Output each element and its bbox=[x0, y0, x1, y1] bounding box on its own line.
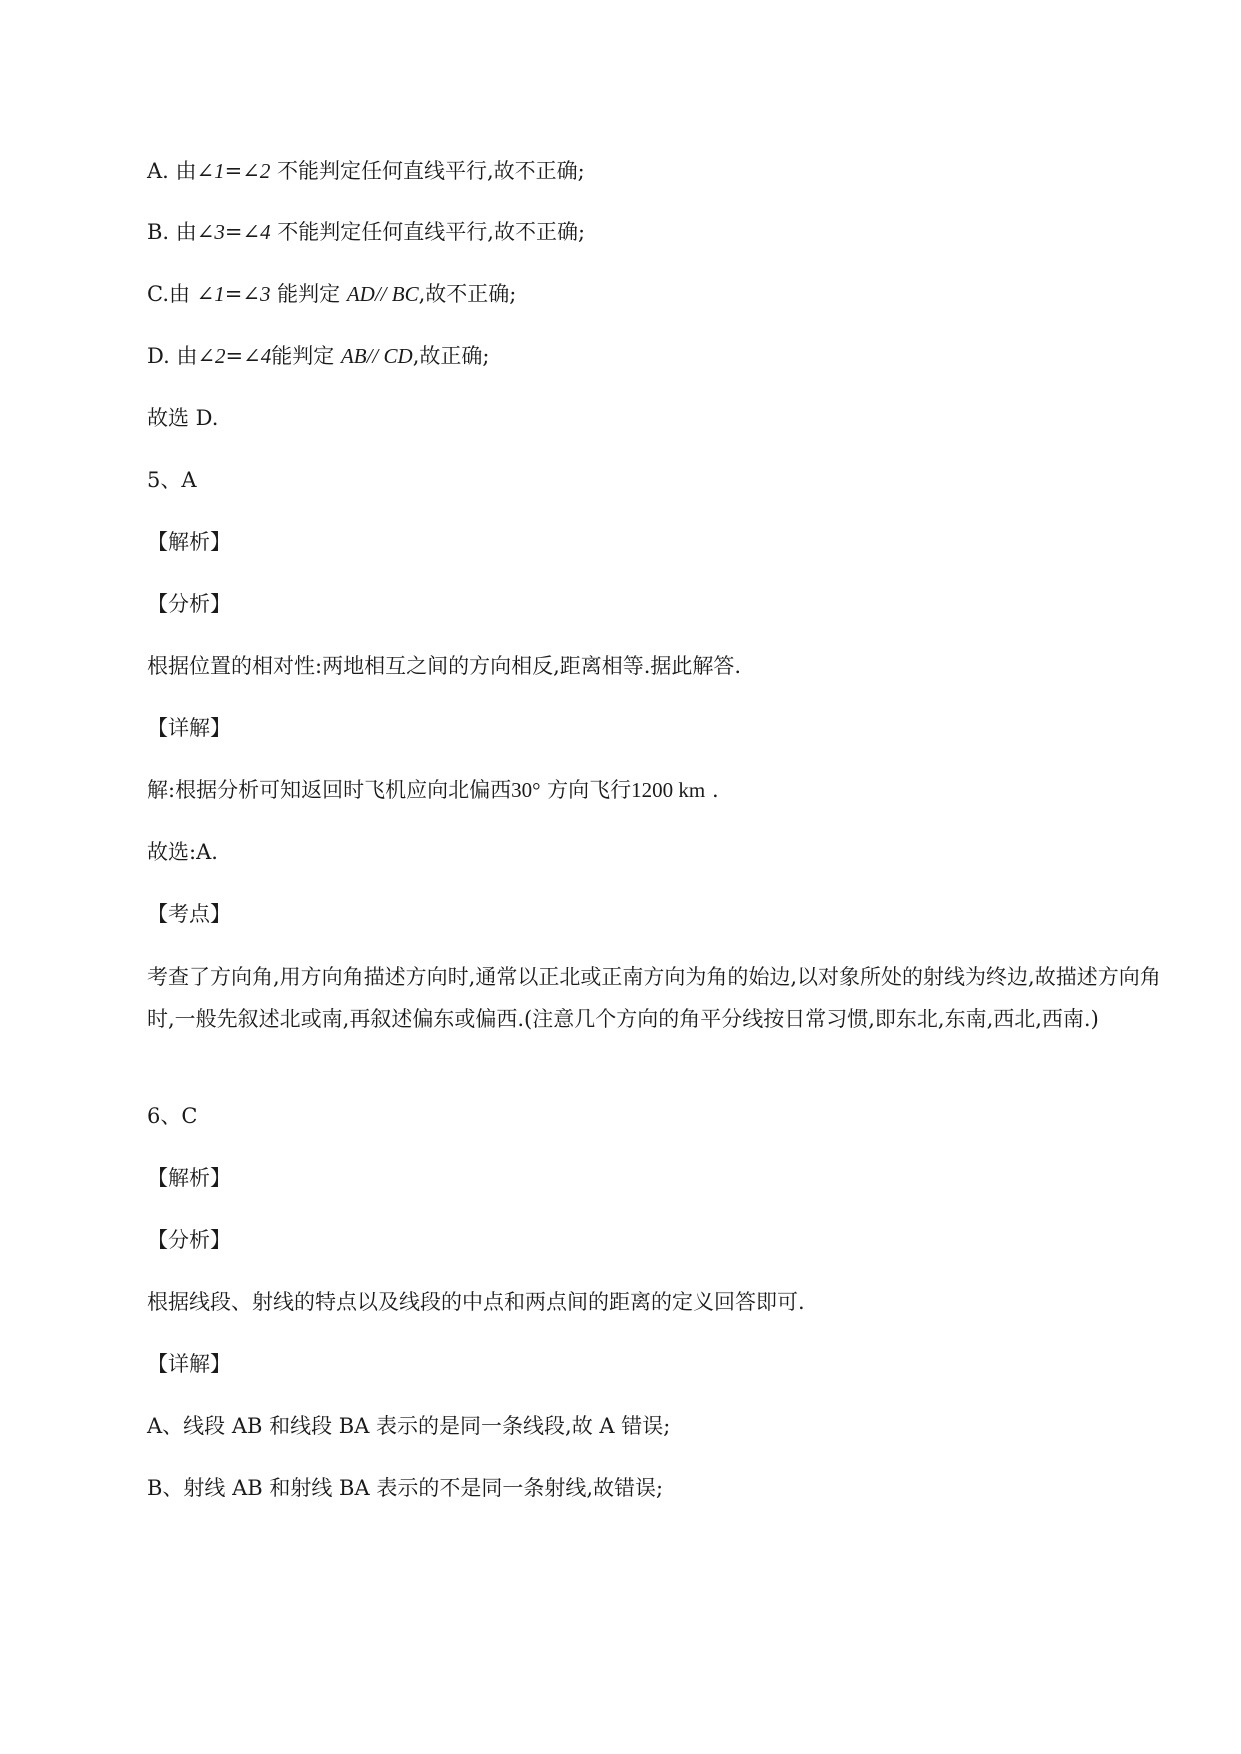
q5-fenxi-heading: 【分析】 bbox=[147, 592, 231, 616]
text: =∠ bbox=[224, 282, 260, 306]
q6-option-a: A、线段 AB 和线段 BA 表示的是同一条线段,故 A 错误; bbox=[147, 1414, 671, 1438]
text: 解:根据分析可知返回时飞机应向北偏西 bbox=[147, 778, 512, 802]
text: =∠ bbox=[224, 220, 261, 244]
text: 能判定 bbox=[270, 282, 347, 306]
text: C.由 ∠ bbox=[147, 282, 215, 306]
text: =∠ bbox=[225, 344, 261, 368]
q5-choose: 故选:A. bbox=[147, 840, 218, 864]
q6-fenxi-heading: 【分析】 bbox=[147, 1228, 231, 1252]
angle-value: 30° bbox=[511, 778, 541, 802]
q6-answer: 6、C bbox=[147, 1104, 198, 1128]
text: D. 由∠ bbox=[147, 344, 216, 368]
text: ,故不正确; bbox=[418, 282, 517, 306]
q5-jiexi-heading: 【解析】 bbox=[147, 530, 231, 554]
q5-detail bbox=[147, 775, 719, 805]
text: 方向飞行 bbox=[540, 778, 632, 802]
text: B. 由∠ bbox=[147, 220, 215, 244]
angle-label: 4 bbox=[260, 220, 271, 244]
option-c-line bbox=[147, 279, 516, 309]
text: ,故正确; bbox=[412, 344, 490, 368]
q6-option-b: B、射线 AB 和射线 BA 表示的不是同一条射线,故错误; bbox=[147, 1476, 664, 1500]
angle-label: 3 bbox=[214, 220, 225, 244]
q5-xiangjie-heading: 【详解】 bbox=[147, 716, 231, 740]
text: 能判定 bbox=[271, 344, 341, 368]
option-d-line bbox=[147, 341, 489, 371]
angle-label: 4 bbox=[260, 344, 272, 368]
option-b-line bbox=[147, 217, 585, 247]
text: 不能判定任何直线平行,故不正确; bbox=[270, 220, 586, 244]
text: 不能判定任何直线平行,故不正确; bbox=[270, 159, 585, 183]
angle-label: 2 bbox=[259, 159, 271, 183]
q5-kaodian-heading: 【考点】 bbox=[147, 902, 231, 926]
choose-d-line: 故选 D. bbox=[147, 406, 219, 430]
text: A. 由∠ bbox=[147, 159, 215, 183]
distance-value: 1200 km bbox=[631, 778, 706, 802]
q5-analysis: 根据位置的相对性:两地相互之间的方向相反,距离相等.据此解答. bbox=[147, 654, 742, 678]
q6-xiangjie-heading: 【详解】 bbox=[147, 1352, 231, 1376]
parallel-relation: AD// BC bbox=[346, 282, 419, 306]
option-a-line bbox=[147, 156, 585, 186]
angle-label: 1 bbox=[214, 282, 225, 306]
q6-analysis: 根据线段、射线的特点以及线段的中点和两点间的距离的定义回答即可. bbox=[147, 1290, 805, 1314]
parallel-relation: AB// CD bbox=[340, 344, 413, 368]
text: . bbox=[705, 778, 719, 802]
q5-answer: 5、A bbox=[147, 468, 197, 492]
angle-label: 3 bbox=[259, 282, 271, 306]
angle-label: 2 bbox=[215, 344, 226, 368]
text: =∠ bbox=[224, 159, 260, 183]
angle-label: 1 bbox=[214, 159, 225, 183]
q6-jiexi-heading: 【解析】 bbox=[147, 1166, 231, 1190]
q5-note-paragraph: 考查了方向角,用方向角描述方向时,通常以正北或正南方向为角的始边,以对象所处的射线为终边,故描述方向角时,一般先叙述北或南,再叙述偏东或偏西.(注意几个方向的角平分线按日常习惯,即东北,东南,西北,西南.) bbox=[147, 965, 1161, 1031]
